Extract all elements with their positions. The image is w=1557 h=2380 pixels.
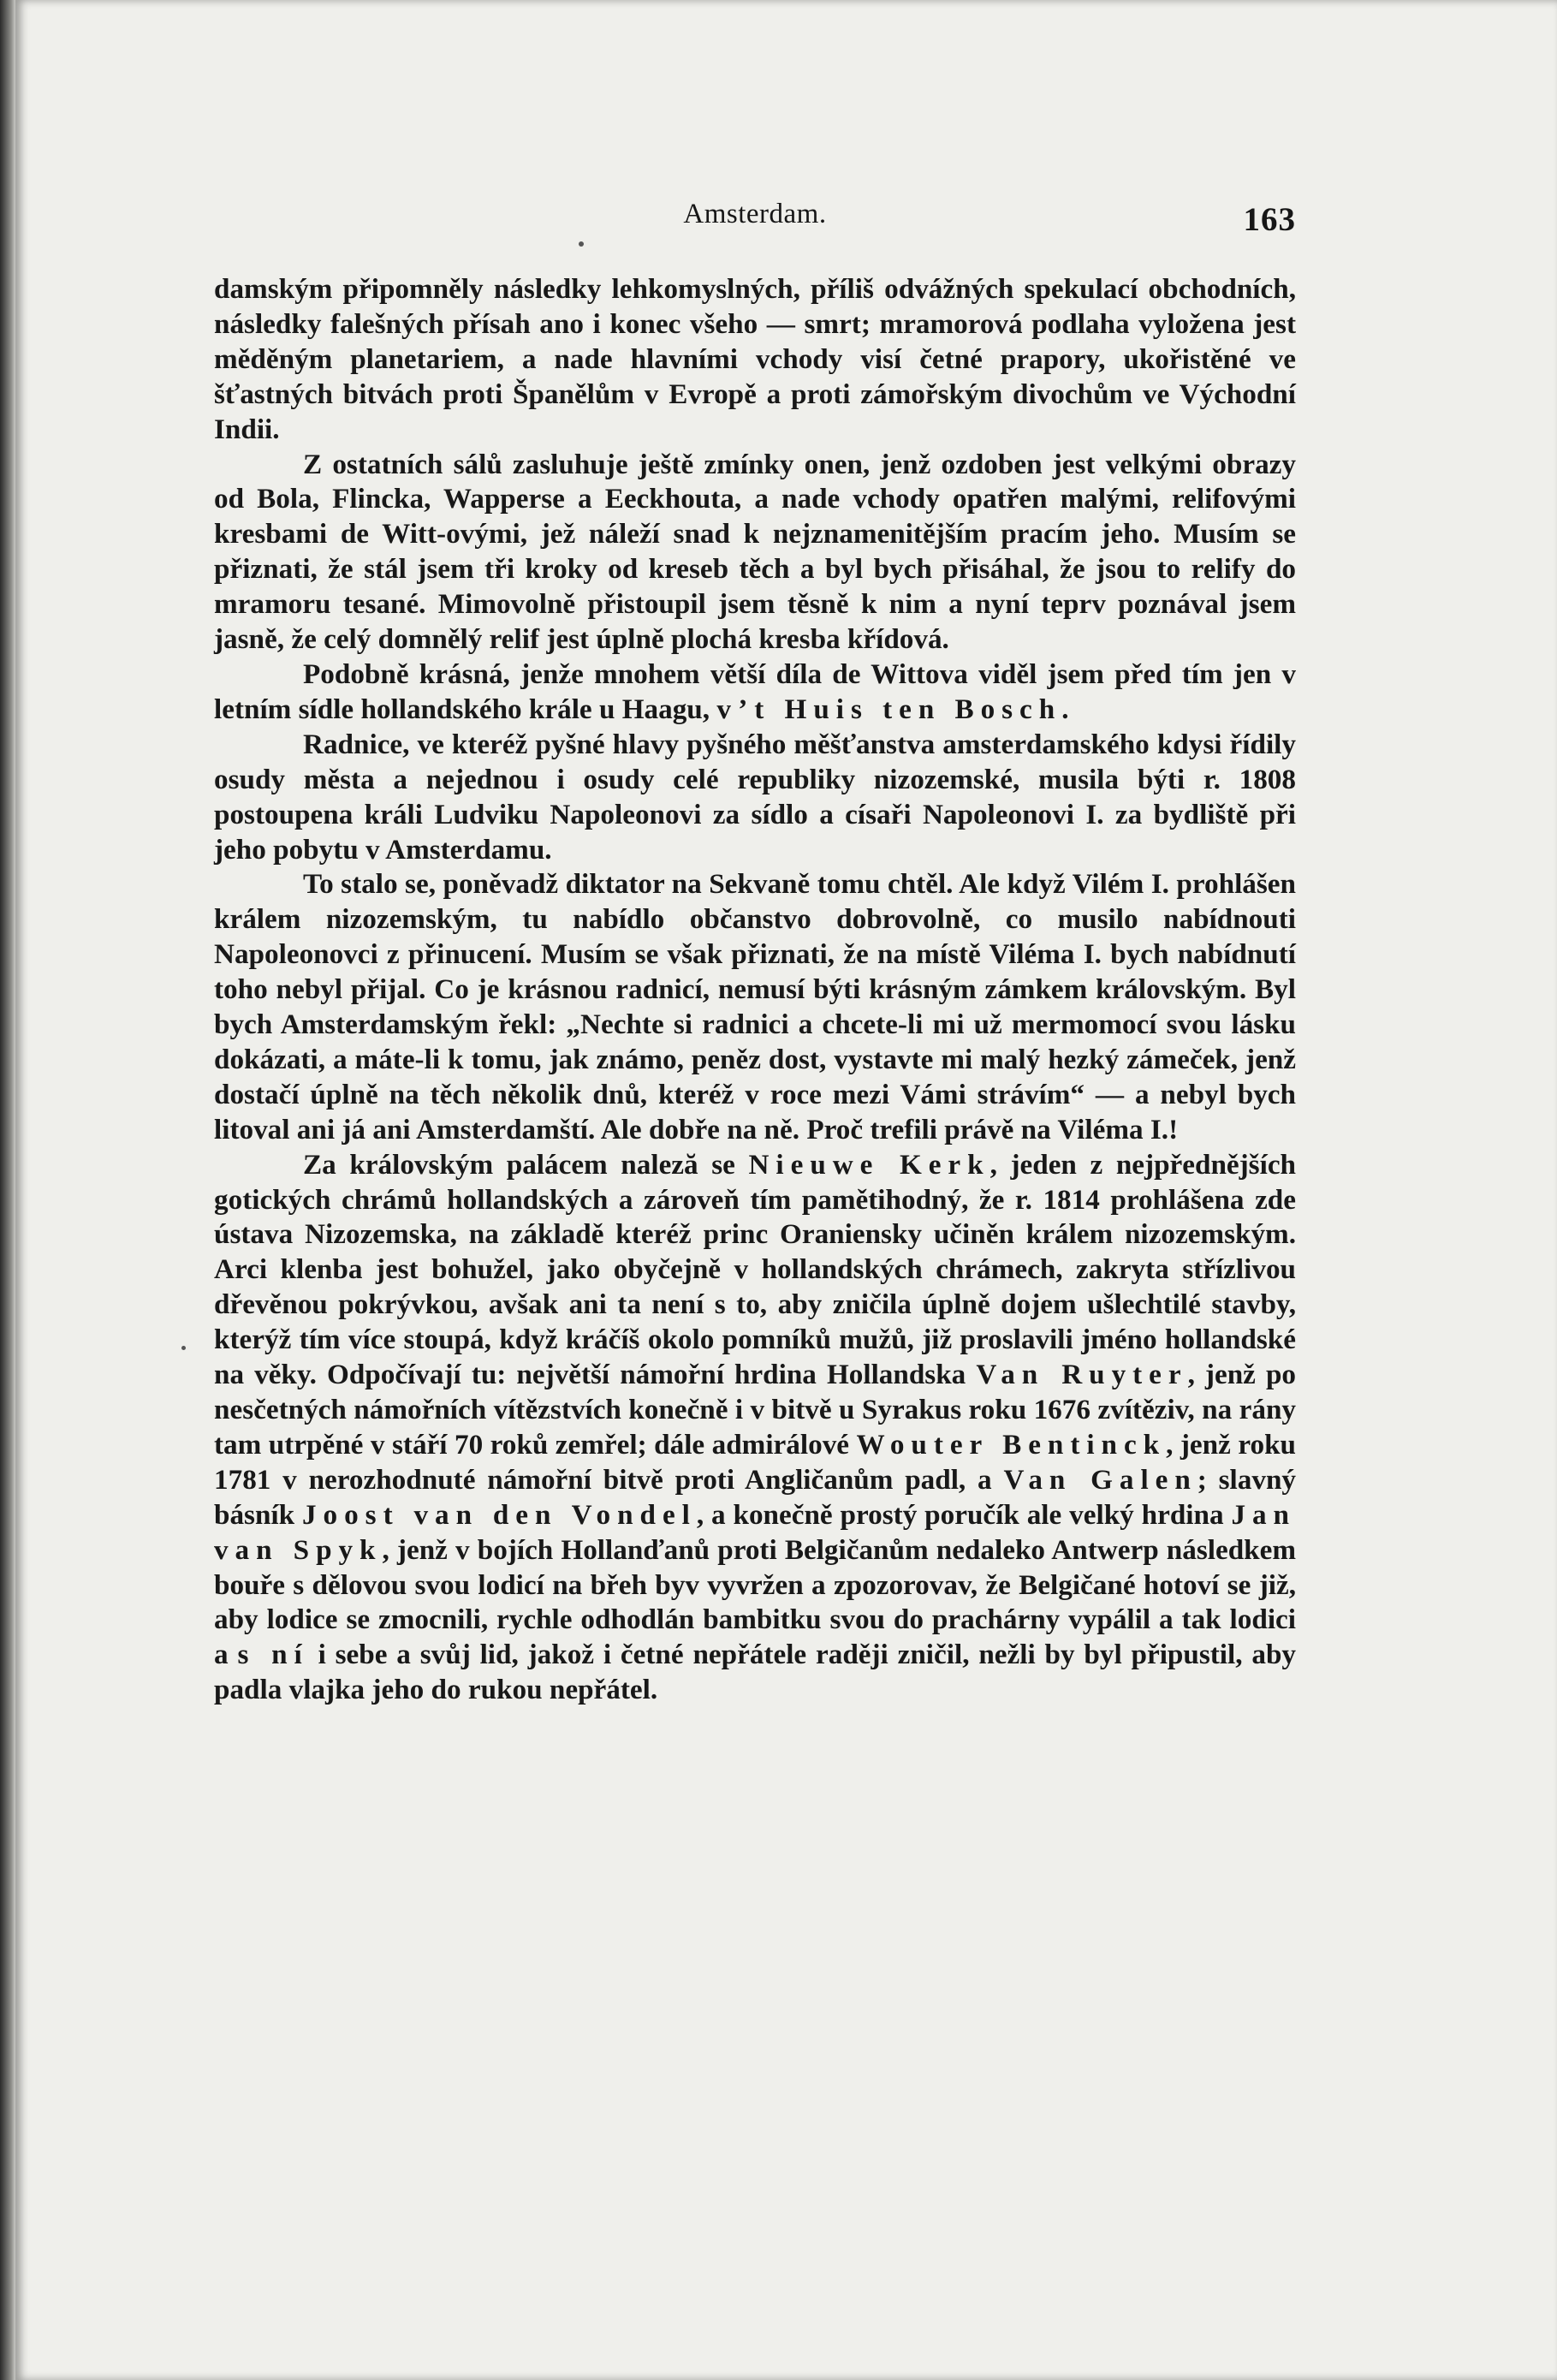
text-run: Za královským palácem naleză se bbox=[303, 1148, 749, 1181]
spaced-name: Joost van den Vondel bbox=[302, 1498, 697, 1531]
paragraph bbox=[214, 1148, 1296, 1709]
text-run: Podobně krásná, jenže mnohem větší díla de Wittova viděl jsem před tím jen v letním sídle hollandského krále u Haagu, v bbox=[214, 657, 1296, 725]
spaced-name: Jan van Spyk bbox=[214, 1498, 1296, 1566]
print-speck bbox=[579, 241, 584, 247]
paragraph bbox=[214, 657, 1296, 728]
spaced-name: Van Galen bbox=[1003, 1463, 1197, 1496]
text-run: Radnice, ve kteréž pyšné hlavy pyšného měšťanstva amsterdamského kdysi řídily osudy města a nejednou i osudy celé republiky nizozemské, musila býti r. 1808 postoupena králi Ludviku Napoleonovi za sídlo a císaři Napoleonovi I. za bydliště při jeho pobytu v Amsterdamu. bbox=[214, 728, 1296, 866]
text-run: Z ostatních sálů zasluhuje ještě zmínky onen, jenž ozdoben jest velkými obrazy od Bola, Flincka, Wapperse a Eeckhouta, a nade vchody opatřen malými, relifovými kresbami de Witt-ovými, jež náleží snad k nejznamenitějším pracím jeho. Musím se přiznati, že stál jsem tři kroky od kreseb těch a byl bych přisáhal, že jsou to relify do mramoru tesané. Mimovolně přistoupil jsem těsně k nim a nyní teprv poznával jsem jasně, že celý domnělý relif jest úplně plochá kresba křídová. bbox=[214, 448, 1296, 656]
text-run: ; slavný básník bbox=[214, 1463, 1297, 1531]
paragraph bbox=[214, 728, 1296, 868]
text-run: , a konečně prostý poručík ale velký hrdina bbox=[696, 1498, 1232, 1531]
spaced-name: Nieuwe Kerk bbox=[748, 1148, 990, 1181]
spaced-name: s ní bbox=[237, 1639, 309, 1671]
text-run: , jenž v bojích Hollanďanů proti Belgičanům nedaleko Antwerp následkem bouře s dělovou svou lodicí na břeh byv vyvržen a zpozorovav, že Belgičané hotoví se již, aby lodice se zmocnili, rychle odhodlán bambitku svou do prachárny vypálil a tak lodici a bbox=[214, 1533, 1296, 1671]
text-run: , jeden z nejpřednějších gotických chrámů hollandských a zároveň tím pamětihodný, že r. 1814 prohlášena zde ústava Nizozemska, na základě kteréž princ Oraniensky učiněn králem nizozemským. Arci klenba jest bohužel, jako obyčejně v hollandských chrámech, zakryta střízlivou dřevěnou pokrývkou, avšak ani ta není s to, aby zničila úplně dojem ušlechtilé stavby, kterýž tím více stoupá, když kráčíš okolo pomníků mužů, již proslavili jméno hollandské na věky. Odpočívají tu: největší námořní hrdina Hollandska bbox=[214, 1148, 1297, 1391]
spaced-name: ’t Huis ten Bosch bbox=[738, 693, 1062, 725]
text-run: i sebe a svůj lid, jakož i četné nepřátele raději zničil, nežli by byl připustil, aby padla vlajka jeho do rukou nepřátel. bbox=[214, 1639, 1297, 1706]
text-run: damským připomněly následky lehkomyslných, příliš odvážných spekulací obchodních, následky falešných přísah ano i konec všeho — smrt; mramorová podlaha vyložena jest měděným planetariem, a nade hlavními vchody visí četné prapory, ukořistěné ve šťastných bitvách proti Španělům v Evropě a proti zámořským divochům ve Východní Indii. bbox=[214, 273, 1296, 445]
print-speck bbox=[181, 1346, 186, 1350]
text-run: . bbox=[1061, 693, 1069, 725]
running-header bbox=[214, 188, 1296, 240]
page-number: 163 bbox=[1243, 201, 1296, 238]
paragraph bbox=[214, 867, 1296, 1147]
text-run: , jenž po nesčetných námořních vítězstvích konečně i v bitvě u Syrakus roku 1676 zvítěziv, na rány tam utrpěné v stáří 70 roků zemřel; dále admirálové bbox=[214, 1359, 1297, 1461]
text-run: , jenž roku 1781 v nerozhodnuté námořní bitvě proti Angličanům padl, a bbox=[214, 1428, 1296, 1496]
spaced-name: Wouter Bentinck bbox=[856, 1428, 1167, 1461]
running-title: Amsterdam. bbox=[683, 199, 827, 229]
page-binding-edge bbox=[0, 0, 15, 2380]
paragraph bbox=[214, 448, 1296, 657]
paragraph bbox=[214, 272, 1296, 448]
body-text bbox=[214, 272, 1296, 1708]
text-run: To stalo se, poněvadž diktator na Sekvaně tomu chtěl. Ale když Vilém I. prohlášen králem nizozemským, tu nabídlo občanstvo dobrovolně, co musilo nabídnouti Napoleonovci z přinucení. Musím se však přiznati, že na místě Viléma I. bych nabídnutí toho nebyl přijal. Co je krásnou radnicí, nemusí býti krásným zámkem královským. Byl bych Amsterdamským řekl: „Nechte si radnici a chcete-li mi už mermomocí svou lásku dokázati, a máte-li k tomu, jak známo, peněz dost, vystavte mi malý hezký zámeček, jenž dostačí úplně na těch několik dnů, kteréž v roce mezi Vámi strávím“ — a nebyl bych litoval ani já ani Amsterdamští. Ale dobře na ně. Proč trefili právě na Viléma I.! bbox=[214, 868, 1296, 1145]
spaced-name: Van Ruyter bbox=[976, 1359, 1188, 1391]
